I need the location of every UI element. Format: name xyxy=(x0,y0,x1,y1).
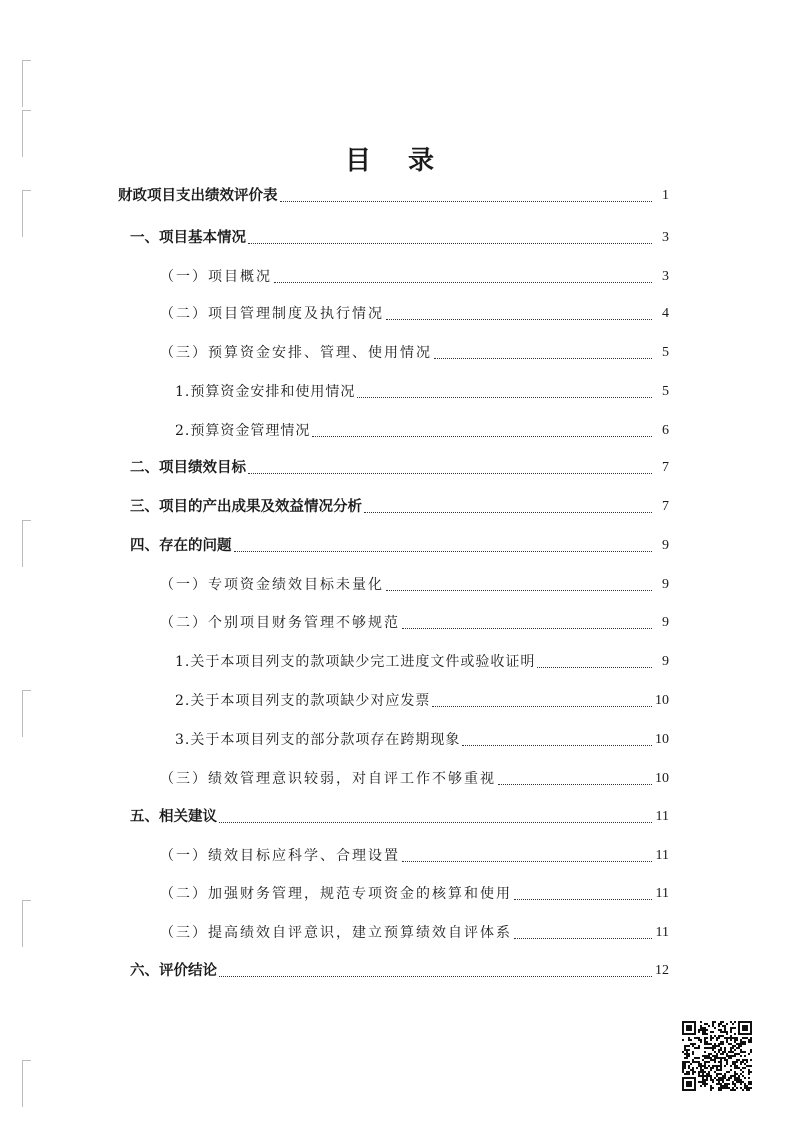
toc-entry-label: 二、项目绩效目标 xyxy=(130,460,246,476)
toc-entry-page-number: 12 xyxy=(655,963,669,978)
toc-entry-label: 1.预算资金安排和使用情况 xyxy=(175,384,356,400)
toc-entry-page-number: 9 xyxy=(662,538,669,553)
toc-entry xyxy=(130,226,669,248)
toc-entry xyxy=(160,302,669,324)
toc-dot-leader xyxy=(462,745,652,746)
toc-entry xyxy=(130,805,669,827)
toc-entry-label: 三、项目的产出成果及效益情况分析 xyxy=(130,499,362,515)
page-title: 目 录 xyxy=(344,146,449,176)
toc-dot-leader xyxy=(386,319,652,320)
toc-entry xyxy=(118,184,669,206)
toc-entry xyxy=(175,419,669,441)
toc-entry xyxy=(175,689,669,711)
toc-dot-leader xyxy=(248,243,652,244)
toc-dot-leader xyxy=(219,976,652,977)
toc-dot-leader xyxy=(280,201,653,202)
toc-entry xyxy=(175,380,669,402)
toc-entry xyxy=(130,534,669,556)
toc-entry xyxy=(160,767,669,789)
toc-entry-label: （二）项目管理制度及执行情况 xyxy=(160,306,384,322)
toc-entry-label: 1.关于本项目列支的款项缺少完工进度文件或验收证明 xyxy=(175,654,536,670)
toc-entry-label: 五、相关建议 xyxy=(130,809,217,825)
toc-entry xyxy=(175,650,669,672)
binding-mark xyxy=(22,1060,31,1107)
toc-entry-label: 一、项目基本情况 xyxy=(130,230,246,246)
toc-entry xyxy=(160,844,669,866)
toc-dot-leader xyxy=(537,667,652,668)
toc-entry xyxy=(130,495,669,517)
toc-dot-leader xyxy=(357,397,652,398)
toc-entry-label: 财政项目支出绩效评价表 xyxy=(118,188,278,204)
toc-entry-page-number: 5 xyxy=(662,345,669,360)
toc-entry-page-number: 1 xyxy=(662,188,669,203)
toc-entry xyxy=(160,611,669,633)
toc-dot-leader xyxy=(402,628,652,629)
toc-dot-leader xyxy=(219,822,652,823)
binding-mark xyxy=(22,900,31,947)
toc-dot-leader xyxy=(274,282,652,283)
binding-mark xyxy=(22,690,31,737)
toc-dot-leader xyxy=(498,784,652,785)
toc-entry-label: （一）绩效目标应科学、合理设置 xyxy=(160,848,400,864)
toc-entry-label: 3.关于本项目列支的部分款项存在跨期现象 xyxy=(175,732,461,748)
toc-entry-label: 四、存在的问题 xyxy=(130,538,232,554)
toc-entry-page-number: 10 xyxy=(655,693,669,708)
toc-entry-page-number: 4 xyxy=(662,306,669,321)
toc-entry-label: （三）绩效管理意识较弱，对自评工作不够重视 xyxy=(160,771,496,787)
toc-dot-leader xyxy=(234,551,653,552)
toc-entry-page-number: 7 xyxy=(662,460,669,475)
toc-entry-label: （二）个别项目财务管理不够规范 xyxy=(160,615,400,631)
toc-dot-leader xyxy=(364,512,652,513)
toc-entry-page-number: 11 xyxy=(655,925,669,940)
toc-entry-page-number: 5 xyxy=(662,384,669,399)
toc-entry-label: （三）预算资金安排、管理、使用情况 xyxy=(160,345,432,361)
toc-entry-label: 2.预算资金管理情况 xyxy=(175,423,311,439)
toc-dot-leader xyxy=(312,436,652,437)
binding-mark xyxy=(22,60,31,107)
binding-mark xyxy=(22,520,31,567)
toc-entry-page-number: 3 xyxy=(662,269,669,284)
toc-entry-page-number: 9 xyxy=(662,577,669,592)
qr-code xyxy=(682,1021,752,1091)
toc-entry-page-number: 11 xyxy=(655,848,669,863)
toc-dot-leader xyxy=(248,473,652,474)
toc-entry xyxy=(160,882,669,904)
toc-entry xyxy=(160,573,669,595)
toc-entry-page-number: 11 xyxy=(655,886,669,901)
toc-entry-label: （一）专项资金绩效目标未量化 xyxy=(160,577,384,593)
toc-entry xyxy=(160,341,669,363)
toc-entry-page-number: 11 xyxy=(655,809,669,824)
toc-entry-label: （一）项目概况 xyxy=(160,269,272,285)
toc-entry-page-number: 7 xyxy=(662,499,669,514)
toc-entry-page-number: 3 xyxy=(662,230,669,245)
toc-entry-label: 2.关于本项目列支的款项缺少对应发票 xyxy=(175,693,431,709)
toc-dot-leader xyxy=(432,706,652,707)
toc-entry-page-number: 10 xyxy=(655,771,669,786)
toc-entry xyxy=(130,959,669,981)
toc-dot-leader xyxy=(514,938,652,939)
toc-entry-label: （二）加强财务管理，规范专项资金的核算和使用 xyxy=(160,886,512,902)
toc-entry-page-number: 9 xyxy=(662,654,669,669)
toc-dot-leader xyxy=(386,590,652,591)
toc-entry xyxy=(130,456,669,478)
toc-entry-page-number: 10 xyxy=(655,732,669,747)
toc-dot-leader xyxy=(514,899,652,900)
toc-entry-label: 六、评价结论 xyxy=(130,963,217,979)
toc-entry-page-number: 9 xyxy=(662,615,669,630)
toc-dot-leader xyxy=(434,358,652,359)
toc-entry xyxy=(175,728,669,750)
toc-entry xyxy=(160,265,669,287)
toc-entry xyxy=(160,921,669,943)
binding-mark xyxy=(22,190,31,237)
toc-entry-page-number: 6 xyxy=(662,423,669,438)
toc-entry-label: （三）提高绩效自评意识，建立预算绩效自评体系 xyxy=(160,925,512,941)
toc-dot-leader xyxy=(402,861,652,862)
